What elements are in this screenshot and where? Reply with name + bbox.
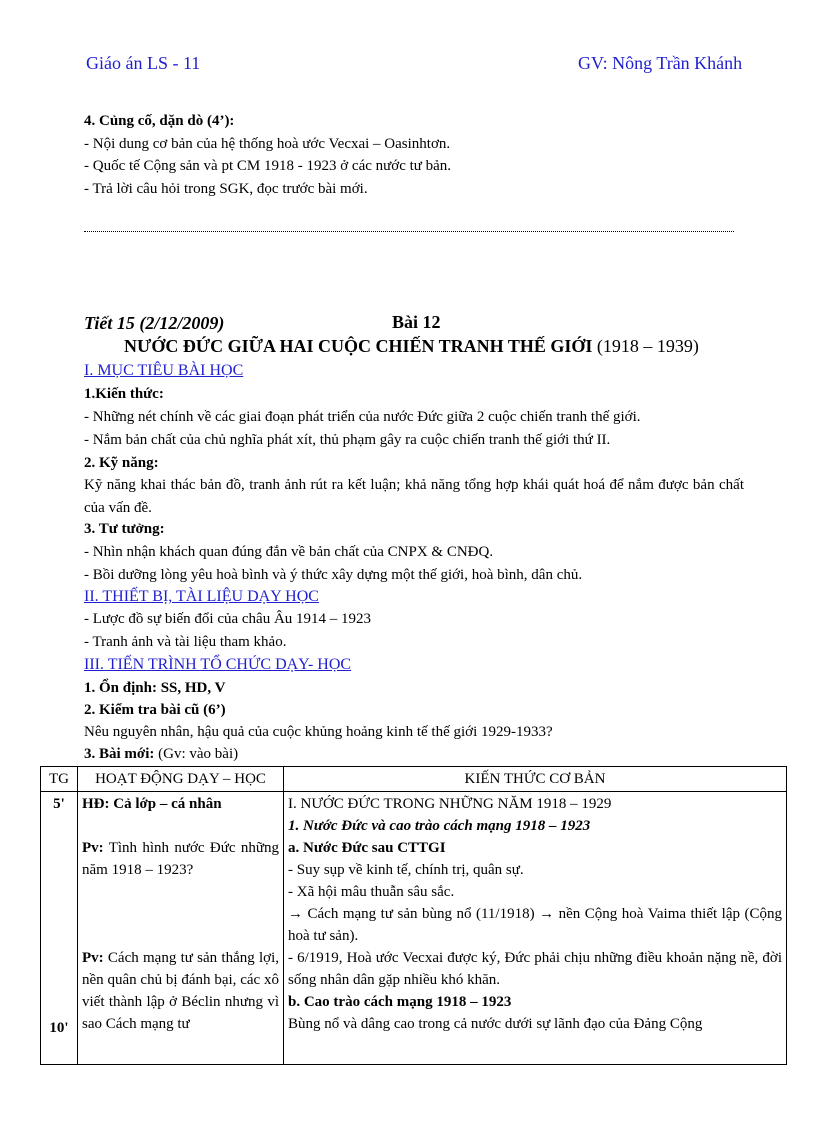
skills-heading: 2. Kỹ năng: (84, 455, 159, 471)
activity-group: HĐ: Cả lớp – cá nhân (82, 796, 222, 812)
header-content: KIẾN THỨC CƠ BẢN (284, 767, 787, 792)
section-equipment-heading: II. THIẾT BỊ, TÀI LIỆU DẠY HỌC (84, 588, 319, 605)
arrow-icon: → (288, 906, 303, 922)
section-objectives-heading: I. MỤC TIÊU BÀI HỌC (84, 362, 244, 379)
lesson-period: Tiết 15 (2/12/2009) (84, 313, 225, 333)
new-lesson-label: 3. Bài mới: (84, 746, 155, 762)
header-course: Giáo án LS - 11 (86, 53, 201, 73)
consolidation-item: - Trả lời câu hỏi trong SGK, đọc trước bài mới. (84, 181, 368, 197)
consolidation-item: - Nội dung cơ bản của hệ thống hoà ước Vecxai – Oasinhtơn. (84, 136, 451, 152)
lesson-plan-table (40, 766, 787, 1065)
activity-cell (78, 792, 284, 1065)
consolidation-heading: 4. Củng cố, dặn dò (4’): (84, 113, 235, 129)
section-process-heading: III. TIẾN TRÌNH TỔ CHỨC DẠY- HỌC (84, 656, 352, 673)
step-stabilize: 1. Ổn định: SS, HD, V (84, 680, 226, 696)
arrow-text: nền Cộng hoà Vaima thiết lập (Cộng hoà tư sản). (288, 906, 783, 944)
content-subheading: 1. Nước Đức và cao trào cách mạng 1918 – 1923 (288, 818, 591, 834)
question-label: Pv: (82, 840, 104, 856)
time-value: 10' (49, 1020, 69, 1036)
lesson-title (124, 336, 699, 357)
content-a-item: - Suy sụp về kinh tế, chính trị, quân sự. (288, 862, 524, 878)
table-row (41, 792, 787, 1065)
content-a-heading: a. Nước Đức sau CTTGI (288, 840, 446, 856)
arrow-text: Cách mạng tư sản bùng nổ (11/1918) (307, 906, 535, 922)
consolidation-item: - Quốc tế Cộng sản và pt CM 1918 - 1923 ở các nước tư bản. (84, 158, 452, 174)
knowledge-heading: 1.Kiến thức: (84, 386, 164, 402)
question-text: Tình hình nước Đức những năm 1918 – 1923? (82, 840, 279, 878)
question-1 (82, 837, 279, 881)
knowledge-item: - Những nét chính về các giai đoạn phát triển của nước Đức giữa 2 cuộc chiến tranh thế giới. (84, 409, 641, 425)
new-lesson-note: (Gv: vào bài) (154, 746, 239, 762)
dotted-divider (84, 231, 734, 232)
attitude-item: - Bồi dưỡng lòng yêu hoà bình và ý thức xây dựng một thế giới, hoà bình, dân chủ. (84, 567, 583, 583)
review-question: Nêu nguyên nhân, hậu quả của cuộc khủng hoảng kinh tế thế giới 1929-1933? (84, 724, 553, 740)
time-value: 5' (53, 796, 65, 812)
content-b-heading: b. Cao trào cách mạng 1918 – 1923 (288, 994, 512, 1010)
content-arrow-line (288, 903, 782, 947)
equipment-item: - Lược đồ sự biến đổi của châu Âu 1914 – 1923 (84, 611, 372, 627)
content-part-heading: I. NƯỚC ĐỨC TRONG NHỮNG NĂM 1918 – 1929 (288, 796, 612, 812)
attitude-heading: 3. Tư tưởng: (84, 521, 165, 537)
content-b-text: Bùng nổ và dâng cao trong cả nước dưới sự lãnh đạo của Đảng Cộng (288, 1016, 703, 1032)
question-label: Pv: (82, 950, 104, 966)
header-activity: HOẠT ĐỘNG DẠY – HỌC (78, 767, 284, 792)
equipment-item: - Tranh ảnh và tài liệu tham khảo. (84, 634, 287, 650)
step-new-lesson (84, 744, 238, 764)
header-tg: TG (41, 767, 78, 792)
table-header-row (41, 767, 787, 792)
lesson-number: Bài 12 (392, 312, 441, 332)
lesson-title-years: (1918 – 1939) (596, 336, 699, 356)
step-review: 2. Kiểm tra bài cũ (6’) (84, 702, 226, 718)
arrow-icon: → (539, 906, 555, 922)
content-a-item: - Xã hội mâu thuẫn sâu sắc. (288, 884, 455, 900)
question-text: Cách mạng tư sản thắng lợi, nền quân chủ bị đánh bại, các xô viết thành lập ở Béclin nhưng vì sao Cách mạng tư (82, 950, 279, 1032)
content-cell (284, 792, 787, 1065)
content-treaty: - 6/1919, Hoà ước Vecxai được ký, Đức phải chịu những điều khoản nặng nề, đời sống nhân dân gặp nhiều khó khăn. (288, 950, 782, 988)
header-teacher: GV: Nông Trần Khánh (578, 53, 743, 73)
skills-text: Kỹ năng khai thác bản đồ, tranh ảnh rút ra kết luận; khả năng tổng hợp khái quát hoá để nắm được bản chất của vấn đề. (84, 477, 744, 516)
time-cell (41, 792, 78, 1065)
knowledge-item: - Nắm bản chất của chủ nghĩa phát xít, thủ phạm gây ra cuộc chiến tranh thế giới thứ II. (84, 432, 611, 448)
attitude-item: - Nhìn nhận khách quan đúng đắn về bản chất của CNPX & CNĐQ. (84, 544, 494, 560)
lesson-title-text: NƯỚC ĐỨC GIỮA HAI CUỘC CHIẾN TRANH THẾ GIỚI (124, 336, 593, 356)
question-2 (82, 947, 279, 1035)
